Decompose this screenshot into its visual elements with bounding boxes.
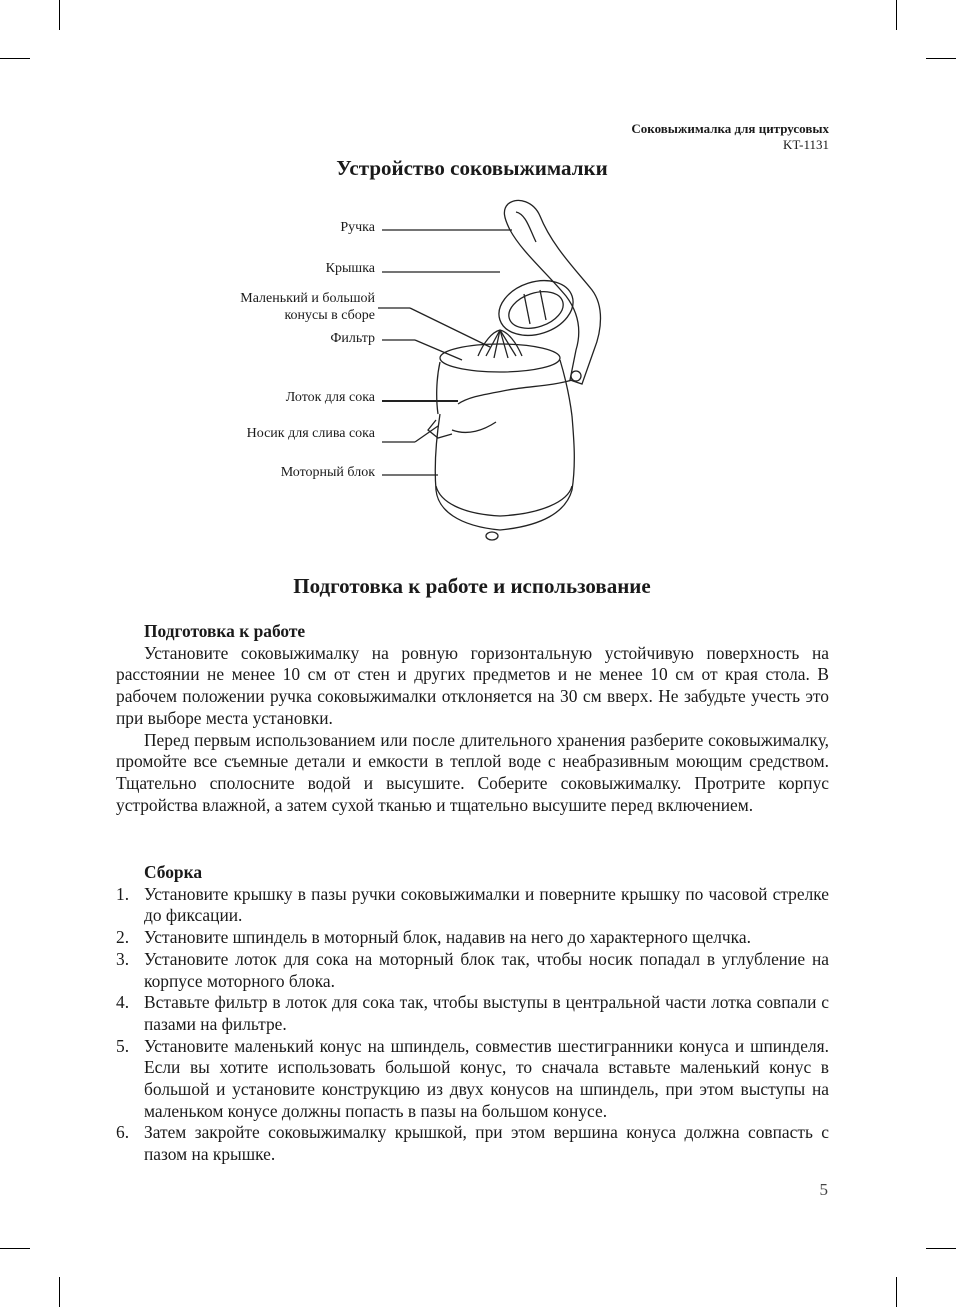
lid-shape: [492, 272, 580, 345]
crop-mark: [896, 1277, 897, 1307]
preparation-paragraph-2: Перед первым использованием или после длительного хранения разберите соковыжималку, промойте все съемные детали и емкости в теплой воде с неабразивным моющим средством. Тщательно сполосните водой и высушите. Соберите соковыжималку. Протрите корпус устройства влажной, а затем сухой тканью и тщательно высушите перед включением.: [116, 729, 829, 815]
assembly-step: [116, 992, 829, 1035]
crop-mark: [0, 1248, 30, 1249]
preparation-section: [116, 621, 829, 816]
crop-mark: [926, 1248, 956, 1249]
assembly-step: [116, 1036, 829, 1123]
motor-foot: [486, 532, 498, 540]
step-number: 4.: [116, 992, 130, 1013]
leader-line-spout-slope: [415, 426, 438, 442]
spout-shape: [428, 420, 452, 438]
tray-left-wall: [437, 362, 440, 414]
label-spout: Носик для слива сока: [246, 426, 375, 441]
crop-mark: [59, 0, 60, 30]
label-motor-unit: Моторный блок: [280, 465, 375, 480]
juicer-illustration: [200, 190, 620, 550]
label-handle: Ручка: [340, 220, 375, 235]
step-text: Затем закройте соковыжималку крышкой, при этом вершина конуса должна совпасть с пазом на крышке.: [144, 1122, 829, 1165]
step-text: Установите маленький конус на шпиндель, совместив шестигранники конуса и шпинделя. Если вы хотите использовать большой конус, то сначала вставьте маленький конус в большой и установите конструкцию из двух конусов на шпиндель, при этом выступы на маленьком конусе должны попасть в пазы на большом конусе.: [144, 1035, 829, 1121]
step-number: 1.: [116, 883, 130, 904]
section-title-device: Устройство соковыжималки: [336, 156, 608, 180]
preparation-heading: Подготовка к работе: [144, 621, 306, 641]
step-text: Установите крышку в пазы ручки соковыжималки и поверните крышку по часовой стрелке до фиксации.: [144, 883, 829, 926]
tray-right-wall: [560, 360, 572, 416]
preparation-paragraph-1: Установите соковыжималку на ровную горизонтальную устойчивую поверхность на расстоянии не менее 10 см от стен и других предметов и не менее 10 см от края стола. В рабочем положении ручка соковыжималки отклоняется на 30 см вверх. Не забудьте учесть это при выборе места установки.: [116, 642, 829, 728]
page-number: 5: [819, 1180, 828, 1199]
lid-rib: [524, 294, 530, 324]
leader-line-filter-slope: [415, 340, 462, 360]
step-text: Вставьте фильтр в лоток для сока так, чтобы выступы в центральной части лотка совпали с пазами на фильтре.: [144, 992, 829, 1034]
label-filter: Фильтр: [330, 331, 375, 346]
assembly-step: [116, 884, 829, 927]
running-head-model: KT-1131: [783, 137, 829, 152]
juicer-diagram: [200, 190, 620, 550]
label-juice-tray: Лоток для сока: [285, 390, 375, 405]
tray-connector: [458, 380, 572, 404]
step-text: Установите лоток для сока на моторный блок так, чтобы носик попадал в углубление на корпусе моторного блока.: [144, 948, 829, 991]
crop-mark: [926, 58, 956, 59]
lid-inner: [504, 285, 568, 335]
running-head: [631, 121, 829, 153]
assembly-step: [116, 1122, 829, 1165]
assembly-heading: Сборка: [144, 862, 203, 882]
step-number: 2.: [116, 927, 130, 948]
section-title-preparation-usage: Подготовка к работе и использование: [293, 574, 651, 598]
step-number: 3.: [116, 948, 130, 969]
crop-mark: [0, 58, 30, 59]
handle-pivot: [571, 371, 581, 381]
assembly-steps: [116, 884, 829, 1166]
label-cones-line1: Маленький и большой: [240, 291, 375, 306]
step-number: 6.: [116, 1122, 130, 1143]
leader-line-cones-slope: [410, 308, 490, 347]
motor-base-band: [436, 486, 572, 516]
running-head-title: Соковыжималка для цитрусовых: [631, 121, 829, 136]
assembly-step: [116, 927, 829, 949]
spout-lip: [452, 422, 496, 432]
label-cones-line2: конусы в сборе: [284, 308, 375, 323]
crop-mark: [896, 0, 897, 30]
step-text: Установите шпиндель в моторный блок, надавив на него до характерного щелчка.: [144, 927, 751, 948]
crop-mark: [59, 1277, 60, 1307]
assembly-step: [116, 949, 829, 992]
lid-rib: [540, 290, 546, 320]
handle-grip-line: [516, 212, 536, 242]
assembly-section: [116, 862, 829, 1166]
step-number: 5.: [116, 1035, 130, 1056]
label-lid: Крышка: [325, 261, 375, 276]
